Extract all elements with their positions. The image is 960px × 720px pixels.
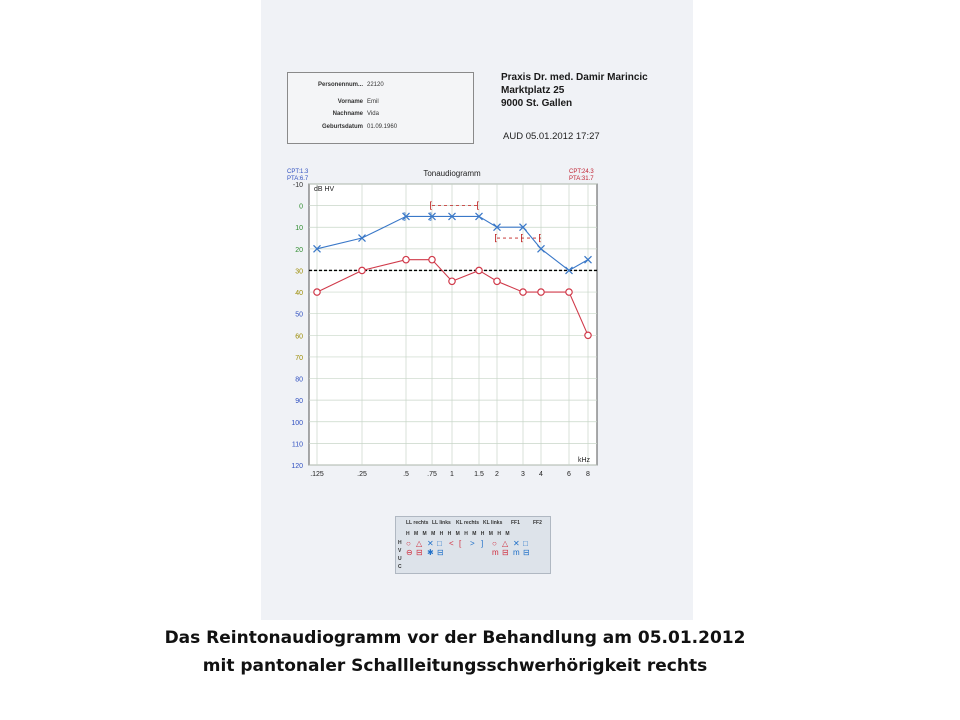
- legend-bracket-left-icon: [: [459, 539, 462, 548]
- y-tick-label: 90: [295, 398, 303, 406]
- patient-label-lastname: Nachname: [332, 111, 363, 117]
- audiogram-date: AUD 05.01.2012 17:27: [503, 131, 600, 142]
- chart-title: Tonaudiogramm: [423, 169, 481, 178]
- marker-bracket: [: [519, 234, 525, 245]
- marker-circle: [449, 278, 455, 284]
- legend-ff-circle-icon: ○: [492, 539, 497, 548]
- stats-left-pta: PTA:6.7: [287, 176, 309, 182]
- patient-label-id: Personennum...: [317, 82, 363, 88]
- praxis-name: Praxis Dr. med. Damir Marincic: [501, 72, 648, 83]
- legend-side-h: H: [398, 540, 402, 546]
- legend-ff-m2-icon: ⊟: [502, 548, 509, 557]
- y-tick-label: -10: [292, 182, 303, 189]
- marker-bracket: [: [493, 234, 499, 245]
- legend-masked-cross-icon: ✱: [427, 548, 434, 557]
- y-tick-label: 100: [291, 419, 303, 427]
- legend-side-c: C: [398, 564, 402, 570]
- x-tick-label: 4: [539, 471, 543, 478]
- marker-circle: [585, 332, 591, 338]
- legend-ff-triangle-icon: △: [502, 539, 509, 548]
- y-axis-label: dB HV: [314, 186, 335, 193]
- y-tick-label: 70: [295, 354, 303, 362]
- y-tick-label: 10: [295, 225, 303, 233]
- patient-value-firstname: Emil: [367, 99, 379, 105]
- patient-value-birthdate: 01.09.1960: [367, 124, 398, 130]
- marker-circle: [494, 278, 500, 284]
- marker-circle: [314, 289, 320, 295]
- legend-ff-square-icon: □: [523, 539, 528, 548]
- legend-triangle-icon: △: [416, 539, 423, 548]
- patient-value-lastname: Vida: [367, 111, 379, 117]
- y-tick-label: 20: [295, 246, 303, 254]
- x-tick-label: 1.5: [474, 471, 484, 478]
- legend-ff-m3-icon: m: [513, 548, 520, 557]
- marker-bracket: [: [475, 201, 481, 212]
- x-axis-unit: kHz: [578, 457, 591, 464]
- x-tick-label: 8: [586, 471, 590, 478]
- stats-left-cpt: CPT:1.3: [287, 169, 309, 175]
- y-tick-label: 80: [295, 376, 303, 384]
- legend-angle-right-icon: >: [470, 539, 475, 548]
- caption-line-2: mit pantonaler Schallleitungsschwerhörigkeit rechts: [202, 656, 708, 676]
- legend-header-kl-links: KL links: [483, 520, 503, 526]
- legend-masked-circle-icon: ⊖: [406, 548, 413, 557]
- y-tick-label: 40: [295, 290, 303, 298]
- x-tick-label: .5: [403, 471, 409, 478]
- stats-right-cpt: CPT:24.3: [569, 169, 594, 175]
- x-tick-label: 3: [521, 471, 525, 478]
- y-tick-label: 60: [295, 333, 303, 341]
- legend-masked-box-icon: ⊟: [437, 548, 444, 557]
- y-tick-label: 120: [291, 463, 303, 470]
- patient-label-birthdate: Geburtsdatum: [321, 124, 363, 130]
- marker-bracket: ]: [402, 212, 408, 223]
- legend-side-u: U: [398, 556, 402, 562]
- y-tick-label: 50: [295, 311, 303, 319]
- legend-square-icon: □: [437, 539, 442, 548]
- legend-angle-left-icon: <: [449, 539, 454, 548]
- marker-circle: [429, 256, 435, 262]
- marker-bracket: [: [428, 201, 434, 212]
- marker-circle: [538, 289, 544, 295]
- x-tick-label: .75: [427, 471, 437, 478]
- praxis-city: 9000 St. Gallen: [501, 98, 573, 109]
- x-tick-label: 2: [495, 471, 499, 478]
- y-tick-label: 0: [299, 203, 303, 211]
- stats-right-pta: PTA:31.7: [569, 176, 594, 182]
- legend-ff-m4-icon: ⊟: [523, 548, 530, 557]
- legend-header-ff1: FF1: [511, 520, 520, 526]
- marker-circle: [359, 267, 365, 273]
- caption-line-1: Das Reintonaudiogramm vor der Behandlung am 05.01.2012: [164, 628, 746, 648]
- x-tick-label: .25: [357, 471, 367, 478]
- legend-side-v: V: [398, 548, 402, 554]
- legend-header-ll-links: LL links: [432, 520, 451, 526]
- legend-row-h: H M M M H H M H M H M H M: [406, 531, 510, 537]
- x-tick-label: .125: [310, 471, 324, 478]
- legend-bracket-right-icon: ]: [481, 539, 484, 548]
- chart-grid: [309, 184, 597, 465]
- x-tick-label: 1: [450, 471, 454, 478]
- legend-cross-icon: ✕: [427, 539, 434, 548]
- legend-header-ll-rechts: LL rechts: [406, 520, 429, 526]
- marker-circle: [520, 289, 526, 295]
- legend-masked-square-icon: ⊟: [416, 548, 423, 557]
- legend-ff-cross-icon: ✕: [513, 539, 520, 548]
- marker-circle: [566, 289, 572, 295]
- patient-value-id: 22120: [367, 82, 384, 88]
- praxis-street: Marktplatz 25: [501, 85, 565, 96]
- y-tick-label: 30: [295, 268, 303, 276]
- marker-circle: [476, 267, 482, 273]
- plot-area: [309, 184, 597, 465]
- x-tick-label: 6: [567, 471, 571, 478]
- legend-ff-m1-icon: m: [492, 548, 499, 557]
- marker-circle: [403, 256, 409, 262]
- legend-header-ff2: FF2: [533, 520, 542, 526]
- legend-circle-icon: ○: [406, 539, 411, 548]
- patient-label-firstname: Vorname: [337, 99, 363, 105]
- legend-header-kl-rechts: KL rechts: [456, 520, 479, 526]
- marker-bracket: [: [537, 234, 543, 245]
- y-tick-label: 110: [291, 441, 303, 449]
- marker-bracket: ]: [428, 212, 434, 223]
